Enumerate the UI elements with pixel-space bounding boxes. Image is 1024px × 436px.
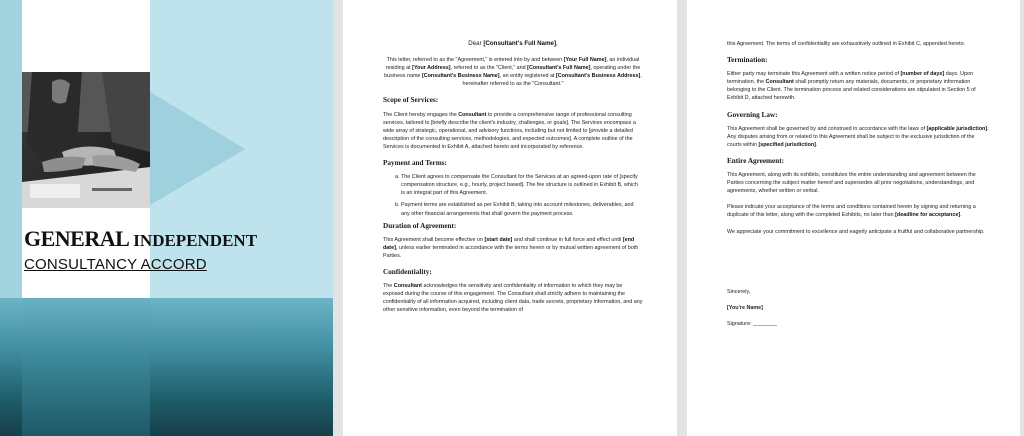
your-name: [You're Name] bbox=[727, 304, 763, 311]
governing-law-heading: Governing Law: bbox=[727, 110, 778, 119]
signature-block bbox=[727, 288, 989, 328]
cover-title-consultancy-accord: CONSULTANCY ACCORD bbox=[24, 256, 207, 273]
cover-band-dark-inner bbox=[22, 298, 150, 436]
salutation-text: Dear [Consultant's Full Name], bbox=[468, 40, 558, 47]
salutation bbox=[383, 40, 643, 48]
termination-paragraph: Either party may terminate this Agreement with a written notice period of [number of days] days. Upon termination, the Consultant shall promptly return any materials, documents, or proprietary information belonging to the Client. The termination process and related considerations are stipulated in Section 5 of Exhibit D, attached herewith. bbox=[727, 71, 976, 102]
closing-note: We appreciate your commitment to excellence and eagerly anticipate a fruitful and collaborative partnership. bbox=[727, 228, 985, 235]
intro-paragraph: This letter, referred to as the "Agreement," is entered into by and between [Your Full Name], an individual residing at [Your Address], referred to as the "Client," and [Consultant's Full Name], operating under the business name [Consultant's Business Name], an entity registered at [Consultant's Business Address], hereinafter referred to as the "Consultant." bbox=[384, 57, 642, 88]
cover-title bbox=[24, 226, 324, 273]
payment-item-a: a. The Client agrees to compensate the Consultant for the Services at an agreed-upon rate of [specify compensation structure, e.g., hourly, project based]. The fee structure is outlined in Exhibit B, which is an integral part of this Agreement. bbox=[401, 173, 643, 197]
letter-page-1 bbox=[343, 0, 677, 436]
confidentiality-continuation: this Agreement. The terms of confidentiality are exhaustively outlined in Exhibit C, appended hereto. bbox=[727, 41, 966, 47]
signature-line: Signature: ________ bbox=[727, 320, 778, 327]
cover-title-independent: INDEPENDENT bbox=[133, 231, 258, 250]
payment-item-b: b. Payment terms are established as per Exhibit B, taking into account milestones, deliverables, and any other financial arrangements that shall govern the payment process. bbox=[401, 201, 643, 217]
scope-paragraph: The Client hereby engages the Consultant to provide a comprehensive range of professional consulting services, tailored to [briefly describe the client's industry, challenges, or goals]. The Services encompass a wide array of strategic, operational, and advisory functions, including but not limited to [provide a detailed description of the consulting services, methodologies, and expected outcomes]. A complete outline of the Services is documented in Exhibit A, attached hereto and incorporated by reference. bbox=[383, 111, 636, 150]
duration-heading: Duration of Agreement: bbox=[383, 221, 457, 230]
cover-photo-handshake bbox=[22, 72, 150, 208]
confidentiality-paragraph: The Consultant acknowledges the sensitivity and confidentiality of information to which they may be exposed during the course of this engagement. The Consultant shall strictly adhere to maintaining the confidentiality of all information acquired, including client data, trade secrets, proprietary information, and any other sensitive information, even beyond the termination of bbox=[383, 283, 643, 314]
confidentiality-heading: Confidentiality: bbox=[383, 267, 432, 276]
sincerely: Sincerely, bbox=[727, 288, 751, 295]
governing-law-paragraph: This Agreement shall be governed by and construed in accordance with the laws of [applicable jurisdiction]. Any disputes arising from or related to this Agreement shall be subject to the exclusive jurisdiction of the courts within [specified jurisdiction]. bbox=[727, 125, 989, 148]
entire-agreement-paragraph: This Agreement, along with its exhibits, constitutes the entire understanding and agreement between the Parties concerning the subject matter hereof and supersedes all prior negotiations, understandings, and agreements, whether written or verbal. bbox=[727, 172, 976, 195]
termination-heading: Termination: bbox=[727, 56, 768, 65]
cover-page bbox=[0, 0, 333, 436]
cover-title-general: GENERAL bbox=[24, 226, 130, 251]
payment-heading: Payment and Terms: bbox=[383, 159, 447, 168]
duration-paragraph: This Agreement shall become effective on [start date] and shall continue in full force and effect until [end date], unless earlier terminated in accordance with the terms herein or by mutual written agreement of both Parties. bbox=[383, 236, 639, 259]
payment-list bbox=[383, 173, 643, 217]
letter-page-2 bbox=[687, 0, 1020, 436]
acceptance-paragraph: Please indicate your acceptance of the terms and conditions contained herein by signing and returning a duplicate of this letter, along with the completed Exhibits, no later than [deadline for acceptance]. bbox=[727, 204, 976, 219]
entire-agreement-heading: Entire Agreement: bbox=[727, 156, 785, 165]
scope-heading: Scope of Services: bbox=[383, 96, 439, 105]
